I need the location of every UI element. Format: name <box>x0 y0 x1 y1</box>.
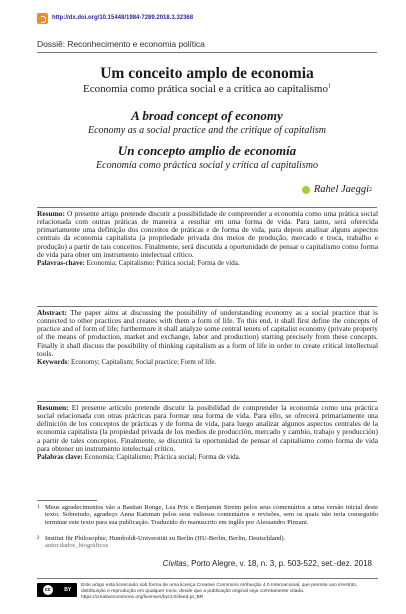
abstract-divider <box>37 306 377 307</box>
author-name: Rahel Jaeggi <box>313 184 369 195</box>
abstract-keywords: Keywords: Economy; Capitalism; Social practice; Form of life. <box>37 357 217 366</box>
dossier-label: Dossiê: Reconhecimento e economia política <box>37 39 205 49</box>
article-subtitle-es: Economía como práctica social y crítica al capitalismo <box>96 160 318 171</box>
resumen-divider <box>37 401 377 402</box>
author-byline <box>302 184 372 195</box>
header-divider <box>37 52 377 53</box>
cc-by-icon[interactable]: cc BY <box>37 583 77 597</box>
article-subtitle-en: Economy as a social practice and the critique of capitalism <box>87 125 326 136</box>
footnote-2: 2 Institut für Philosophie, Humboldt-Universität zu Berlin (HU-Berlin, Berlin, Deutschland). autor.dados_biográficos <box>37 535 286 550</box>
license-footer <box>37 578 378 601</box>
resumo-label: Resumo: <box>37 209 65 218</box>
doi-row <box>37 12 193 24</box>
resumo-divider <box>37 207 377 208</box>
resumen-text: El presente artículo pretende discutir la posibilidad de comprender la economía como una práctica social relacionada con otras prácticas para formar una forma de vida. Para ello, se ofrecerá primariamente una definición de los conceptos de prácticas y de forma de vida, para luego analizar algunos aspectos centrales de la economía capitalista (la propiedad privada de los medios de producción, mercado y cambio, trabajo y producción) a partir de tales conceptos. Finalmente, se discutirá la oportunidad de pensar el capitalismo como forma de vida para obtener un instrumento intelectual crítico. <box>37 403 378 453</box>
footnote-ref-1[interactable]: 1 <box>327 83 331 90</box>
doi-link[interactable]: http://dx.doi.org/10.15448/1984-7289.2018.3.32368 <box>52 15 194 21</box>
resumen-keywords: Palabras clave: Economía; Capitalismo; Práctica social; Forma de vida. <box>37 452 241 461</box>
article-title-es: Un concepto amplio de economía <box>117 143 297 158</box>
resumen-label: Resumen: <box>37 403 69 412</box>
journal-citation: Civitas, Porto Alegre, v. 18, n. 3, p. 503-522, set.-dez. 2018 <box>162 559 372 568</box>
license-text: Este artigo está licenciado sob forma de uma licença Creative Commons Atribuição 4.0 Internacional, que permite uso irrestrito, distribuição e reprodução em qualquer meio, desde que a publicação original seja corretamente citada. https://creativecommons.org/licenses/by/4.0/deed.pt_BR <box>81 583 358 600</box>
resumo-block <box>37 210 378 267</box>
resumo-keywords: Palavras-chave: Economia; Capitalismo; Prática social; Forma de vida. <box>37 258 240 267</box>
abstract-label: Abstract: <box>37 308 67 317</box>
resumen-block <box>37 404 378 461</box>
doi-icon <box>37 13 48 24</box>
article-title-en: A broad concept of economy <box>131 108 283 123</box>
abstract-text: The paper aims at discussing the possibility of understanding economy as a social practice that is connected to other practices and creates with them a form of life. To this end, it shall first define the concepts of practice and of form of life; furthermore it shall analyze some central tenets of capitalist economy (private property of the means of production, market and exchange, labor and production) starting precisely from these concepts. Finally it shall discuss the possibility of thinking capitalism as a form of life in order to create critical intellectual tools. <box>37 308 378 358</box>
author-data-link[interactable]: autor.dados_biográficos <box>45 542 109 550</box>
footnote-1: 1 Meus agradecimentos vão a Bastian Ronge, Lea Prix e Benjamin Streim pelos seus comentários a uma versão inicial deste texto. Sobretudo, agradeço Anna Katsman pelos seus valiosos comentários e revisões, sem os quais não teria conseguido terminar este texto para sua publicação. Traduzido do manuscrito em inglês por Alessandro Pinzani. <box>37 504 378 526</box>
resumo-text: O presente artigo pretende discutir a possibilidade de compreender a economia como uma prática social relacionada com outras práticas de maneira a resultar em uma forma de vida. Para tanto, será oferecida primariamente uma definição dos conceitos de práticas e de forma de vida, para depois analisar alguns aspectos centrais da economia capitalista (a propriedade privada dos meios de produção, mercado e troca, trabalho e produção) a partir de tais conceitos. Finalmente, será discutida a oportunidade de pensar o capitalismo como forma de vida para obter um instrumento intelectual crítico. <box>37 209 378 259</box>
orcid-icon[interactable] <box>302 186 310 194</box>
article-subtitle-pt: Economia como prática social e a crítica ao capitalismo$^1$ <box>83 83 331 95</box>
article-title-pt: Um conceito amplo de economia <box>100 65 314 82</box>
footnote-ref-2[interactable]: 2 <box>369 186 372 193</box>
footnote-divider <box>37 500 97 501</box>
abstract-block <box>37 309 378 366</box>
